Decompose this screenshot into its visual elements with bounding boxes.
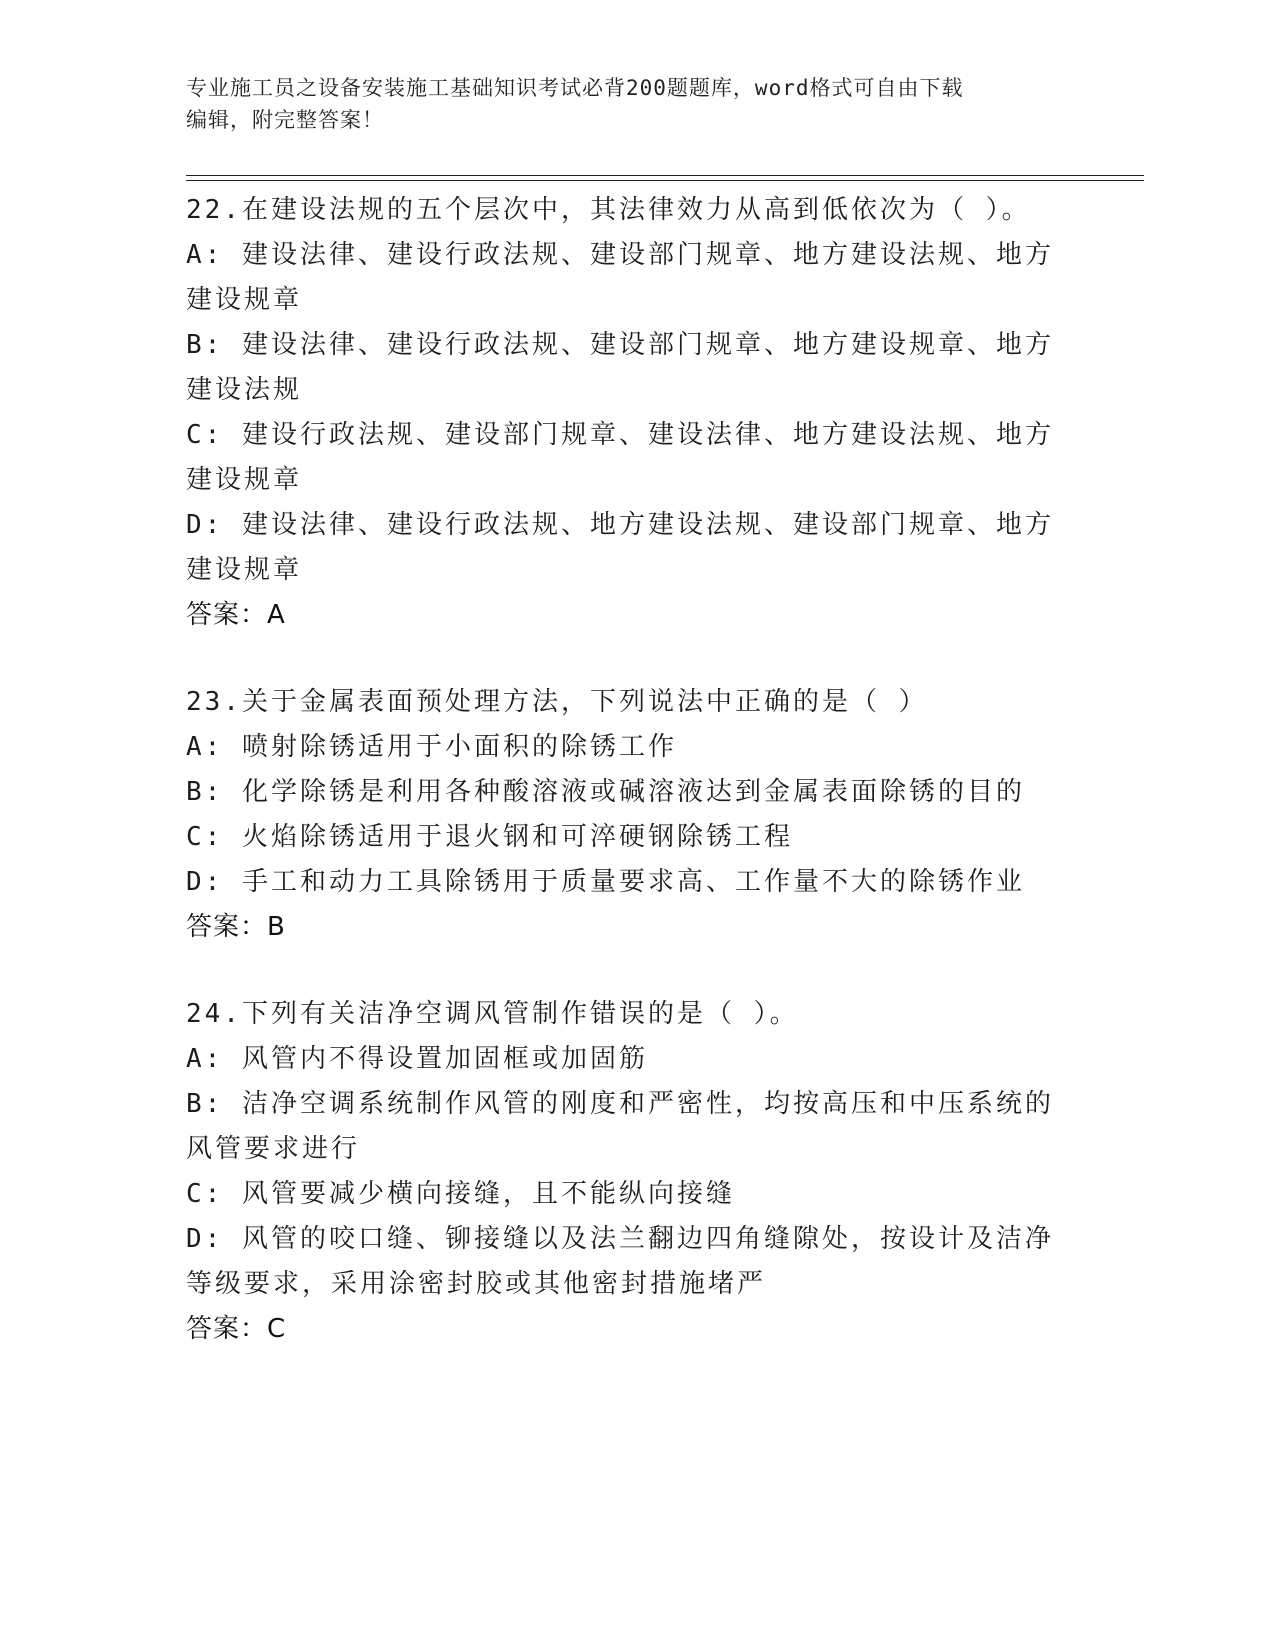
header-divider-bottom	[186, 180, 1144, 181]
option-c: C: 火焰除锈适用于退火钢和可淬硬钢除锈工程	[186, 822, 793, 852]
header-line-2: 编辑，附完整答案！	[186, 108, 384, 132]
option-c: C: 风管要减少横向接缝，且不能纵向接缝	[186, 1179, 735, 1209]
answer: 答案：A	[186, 600, 286, 630]
question-22	[186, 188, 1066, 638]
option-d: D: 风管的咬口缝、铆接缝以及法兰翻边四角缝隙处，按设计及洁净等级要求，采用涂密封胶或其他密封措施堵严	[186, 1224, 1054, 1299]
question-stem: 23.关于金属表面预处理方法，下列说法中正确的是（ ）	[186, 687, 928, 717]
question-24	[186, 992, 1066, 1352]
question-stem: 22.在建设法规的五个层次中，其法律效力从高到低依次为（ ）。	[186, 195, 1031, 225]
option-b: B: 建设法律、建设行政法规、建设部门规章、地方建设规章、地方建设法规	[186, 330, 1054, 405]
answer: 答案：B	[186, 912, 286, 942]
header-line-1: 专业施工员之设备安装施工基础知识考试必背200题题库，word格式可自由下载	[186, 76, 964, 100]
question-list	[186, 188, 1066, 1352]
answer: 答案：C	[186, 1314, 287, 1344]
question-stem: 24.下列有关洁净空调风管制作错误的是（ ）。	[186, 999, 799, 1029]
option-d: D: 建设法律、建设行政法规、地方建设法规、建设部门规章、地方建设规章	[186, 510, 1054, 585]
option-c: C: 建设行政法规、建设部门规章、建设法律、地方建设法规、地方建设规章	[186, 420, 1054, 495]
option-a: A: 喷射除锈适用于小面积的除锈工作	[186, 732, 677, 762]
header-divider-top	[186, 175, 1144, 176]
option-b: B: 洁净空调系统制作风管的刚度和严密性，均按高压和中压系统的风管要求进行	[186, 1089, 1054, 1164]
option-a: A: 建设法律、建设行政法规、建设部门规章、地方建设法规、地方建设规章	[186, 240, 1054, 315]
option-d: D: 手工和动力工具除锈用于质量要求高、工作量不大的除锈作业	[186, 867, 1025, 897]
document-header	[186, 72, 1066, 136]
option-b: B: 化学除锈是利用各种酸溶液或碱溶液达到金属表面除锈的目的	[186, 777, 1025, 807]
option-a: A: 风管内不得设置加固框或加固筋	[186, 1044, 648, 1074]
question-23	[186, 680, 1066, 950]
